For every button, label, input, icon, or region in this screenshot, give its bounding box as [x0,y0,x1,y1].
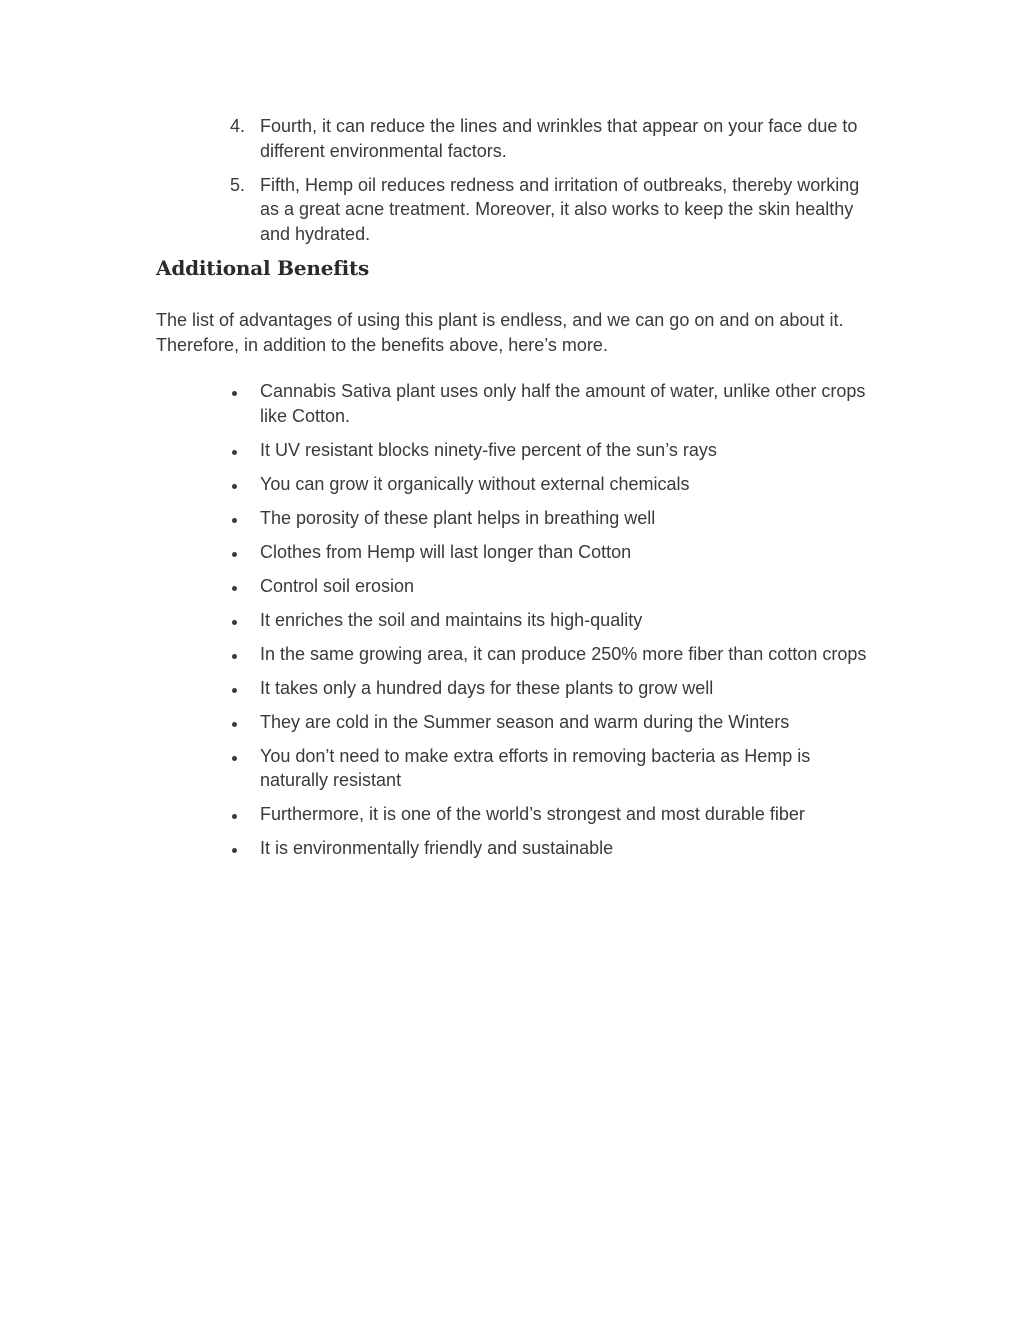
list-item-text: Control soil erosion [260,575,415,596]
bullet-icon [232,620,237,625]
bullet-icon [232,722,237,727]
list-item-text: The porosity of these plant helps in breathing well [260,507,656,528]
list-item [230,540,880,565]
list-item [230,574,880,599]
numbered-list-item [230,114,870,163]
bullet-icon [232,814,237,819]
list-item-text: Cannabis Sativa plant uses only half the amount of water, unlike other crops like Cotton. [260,381,866,426]
numbered-list [230,114,870,256]
list-item-text: Clothes from Hemp will last longer than Cotton [260,541,632,562]
list-item [230,744,880,793]
bullet-icon [232,450,237,455]
list-item [230,472,880,497]
numbered-list-item [230,173,870,247]
list-item [230,802,880,827]
bullet-icon [232,391,237,396]
list-item [230,642,880,667]
list-item [230,608,880,633]
list-item-text: Fifth, Hemp oil reduces redness and irritation of outbreaks, thereby working as a great acne treatment. Moreover, it also works to keep the skin healthy and hydrated. [260,174,860,244]
list-number: 4. [230,116,246,136]
bullet-icon [232,586,237,591]
list-item-text: They are cold in the Summer season and warm during the Winters [260,711,790,732]
bullet-icon [232,848,237,853]
list-item-text: Furthermore, it is one of the world’s strongest and most durable fiber [260,804,805,824]
list-item-text: It UV resistant blocks ninety-five percent of the sun’s rays [260,439,717,460]
bullet-icon [232,518,237,523]
list-item-text: Fourth, it can reduce the lines and wrinkles that appear on your face due to different environmental factors. [260,116,858,161]
list-item [230,836,880,861]
list-item-text: You can grow it organically without external chemicals [260,473,690,494]
list-number: 5. [230,174,246,195]
list-item-text: In the same growing area, it can produce 250% more fiber than cotton crops [260,643,867,664]
list-item-text: It enriches the soil and maintains its high-quality [260,609,643,630]
list-item [230,506,880,531]
benefits-list [230,379,880,870]
list-item-text: It takes only a hundred days for these plants to grow well [260,677,714,698]
section-heading: Additional Benefits [156,256,370,280]
bullet-icon [232,654,237,659]
bullet-icon [232,484,237,489]
list-item [230,676,880,701]
bullet-icon [232,756,237,761]
list-item [230,710,880,735]
list-item-text: You don’t need to make extra efforts in removing bacteria as Hemp is naturally resistant [260,745,811,790]
list-item [230,438,880,463]
intro-paragraph: The list of advantages of using this plant is endless, and we can go on and on about it. Therefore, in addition to the benefits above, here’s more. [156,310,844,355]
bullet-icon [232,552,237,557]
bullet-icon [232,688,237,693]
list-item [230,379,880,428]
list-item-text: It is environmentally friendly and sustainable [260,838,614,858]
